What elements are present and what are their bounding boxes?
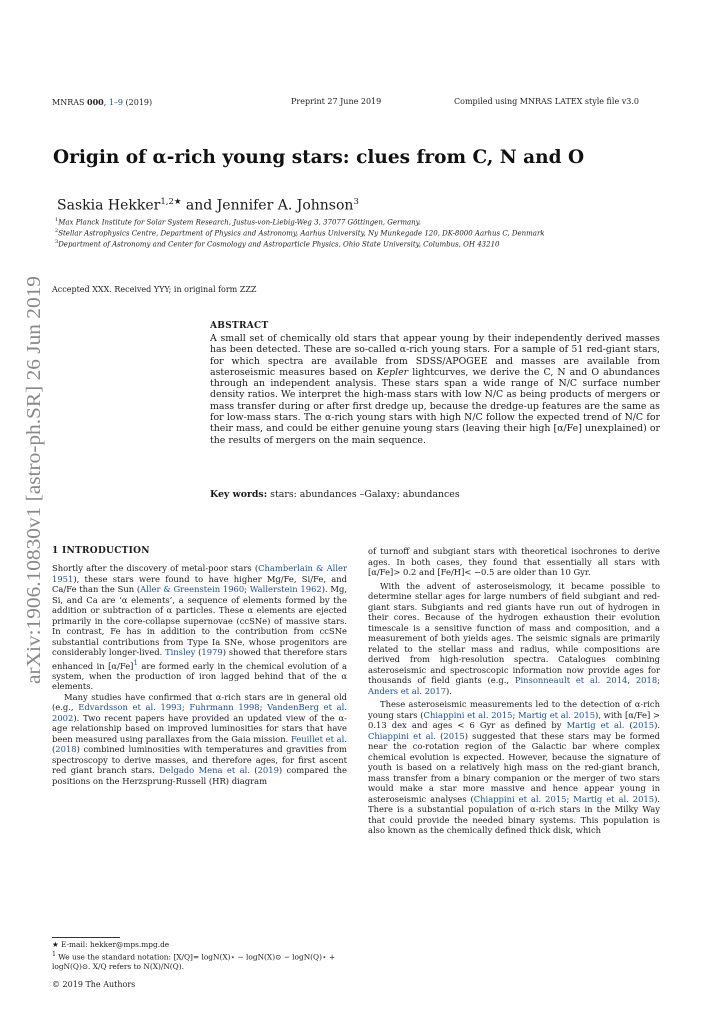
citation-link[interactable]: Martig et al. bbox=[566, 720, 625, 730]
footnote-rule bbox=[52, 937, 120, 938]
paragraph-5: These asteroseismic measurements led to the detection of α-rich young stars (Chiappini et al. 2015; Martig et al. 2015), with [α/Fe] > 0.13 dex and ages < 6 Gyr as defined by Martig et al. (2015). Chiappini et al. (2015) suggested that these stars may be formed near the co-rotation region of the Galactic bar where complex chemical evolution is expected. However, because the signature of youth is based on a relatively high mass on the red-giant branch, mass transfer from a binary companion or the merger of two stars would make a star more massive and hence appear young in asteroseismic analyses (Chiappini et al. 2015; Martig et al. 2015). There is a substantial population of α-rich stars in the Milky Way that could provide the needed binary systems. This population is also known as the chemically defined thick disk, which bbox=[368, 699, 661, 835]
paragraph-2: Many studies have confirmed that α-rich stars are in general old (e.g., Edvardsson et al. 1993; Fuhrmann 1998; VandenBerg et al. 2002). Two recent papers have provided an updated view of the α-age relationship based on improved luminosities for stars that have been measured using parallaxes from the Gaia mission. Feuillet et al. (2018) combined luminosities with temperatures and gravities from spectroscopy to derive masses, and therefore ages, for first ascent red giant branch stars. Delgado Mena et al. (2019) compared the positions on the Herzsprung-Russell (HR) diagram bbox=[52, 691, 348, 786]
right-column bbox=[368, 546, 660, 836]
section-heading-introduction: 1 INTRODUCTION bbox=[52, 546, 150, 556]
accepted-line: Accepted XXX. Received YYY; in original form ZZZ bbox=[52, 285, 257, 294]
citation-link[interactable]: Chiappini et al. bbox=[368, 730, 436, 741]
footnote-email: ★ E-mail: hekker@mps.mpg.de bbox=[52, 940, 170, 949]
citation-link[interactable]: Chamberlain & Aller 1951 bbox=[52, 563, 347, 584]
citation-link[interactable]: Feuillet et al. bbox=[290, 733, 348, 744]
arxiv-stamp[interactable] bbox=[0, 270, 60, 690]
compiled-note: Compiled using MNRAS LATEX style file v3.0 bbox=[454, 97, 639, 106]
citation-link[interactable]: Fuhrmann 1998 bbox=[189, 702, 260, 713]
paragraph-1: Shortly after the discovery of metal-poor stars (Chamberlain & Aller 1951), these stars were found to have higher Mg/Fe, Si/Fe, and Ca/Fe than the Sun (Aller & Greenstein 1960; Wallerstein 1962). Mg, Si, and Ca are ‘α elements’, a sequence of elements formed by the addition or subtraction of α particles. These α elements are ejected primarily in the core-collapse supernovae (ccSNe) of massive stars. In contrast, Fe has in addition to the contribution from ccSNe substantial contributions from Type Ia SNe, whose progenitors are considerably longer-lived. Tinsley (1979) showed that therefore stars enhanced in $[\alpha/Fe]^1$ are formed early in the chemical evolution of a system, when the production of iron lagged behind that of the α elements. bbox=[52, 563, 348, 692]
abstract-heading: ABSTRACT bbox=[210, 321, 269, 331]
citation-link[interactable]: Edvardsson et al. 1993 bbox=[78, 702, 182, 713]
citation-link[interactable]: 2019 bbox=[257, 765, 279, 776]
citation-link[interactable]: Wallerstein 1962 bbox=[249, 584, 322, 594]
paragraph-4: With the advent of asteroseismology, it became possible to determine stellar ages for large numbers of field subgiant and red-giant stars. Subgiants and red giants have run out of hydrogen in their cores. Because of the hydrogen exhaustion their evolution timescale is a sensitive function of mass and composition, and a measurement of both yields ages. The seismic signals are primarily related to the stellar mass and radius, while compositions are derived from high-resolution spectra. Catalogues combining asteroseismic and spectroscopic information now provide ages for thousands of field giants (e.g., Pinsonneault et al. 2014, 2018; Anders et al. 2017). bbox=[368, 580, 660, 696]
footnote-link[interactable]: 1 bbox=[133, 658, 138, 667]
author-list: Saskia Hekker$^{1,2★}$ and Jennifer A. Johnson$^3$ bbox=[57, 197, 359, 214]
citation-link[interactable]: 2015 bbox=[443, 730, 465, 741]
journal-reference: MNRAS 000, 1–9 (2019) bbox=[52, 97, 153, 107]
pages-link[interactable]: 1–9 bbox=[108, 98, 123, 107]
citation-link[interactable]: Martig et al. 2015 bbox=[573, 793, 655, 804]
author-hekker: Saskia Hekker bbox=[57, 197, 161, 214]
citation-link[interactable]: 2018 bbox=[635, 675, 658, 685]
paper-title: Origin of α-rich young stars: clues from C, N and O bbox=[53, 147, 585, 168]
citation-link[interactable]: Chiappini et al. 2015 bbox=[423, 709, 513, 720]
affiliation-3: $^3$Department of Astronomy and Center for Cosmology and Astroparticle Physics, Ohio State University, Columbus, OH 43210 bbox=[55, 239, 500, 249]
author-johnson: and Jennifer A. Johnson bbox=[181, 197, 354, 214]
citation-link[interactable]: Pinsonneault et al. 2014 bbox=[514, 675, 628, 685]
preprint-date: Preprint 27 June 2019 bbox=[291, 97, 382, 106]
citation-link[interactable]: Aller & Greenstein 1960 bbox=[140, 584, 245, 594]
affiliation-2: $^2$Stellar Astrophysics Centre, Department of Physics and Astronomy, Aarhus University, Ny Munkegade 120, DK-8000 Aarhus C, Denmark bbox=[55, 228, 545, 238]
citation-link[interactable]: 2015 bbox=[632, 720, 655, 730]
paragraph-3: of turnoff and subgiant stars with theoretical isochrones to derive ages. In both cases, they found that essentially all stars with [α/Fe]> 0.2 and [Fe/H]< −0.5 are older than 10 Gyr. bbox=[368, 546, 660, 577]
keywords: Key words: stars: abundances –Galaxy: abundances bbox=[210, 489, 460, 500]
citation-link[interactable]: Tinsley bbox=[165, 647, 196, 657]
citation-link[interactable]: 1979 bbox=[201, 647, 223, 657]
citation-link[interactable]: Anders et al. 2017 bbox=[368, 685, 447, 696]
affiliation-1: $^1$Max Planck Institute for Solar System Research, Justus-von-Liebig-Weg 3, 37077 Göttingen, Germany. bbox=[55, 217, 421, 227]
citation-link[interactable]: Chiappini et al. 2015 bbox=[473, 793, 567, 804]
citation-link[interactable]: Martig et al. 2015 bbox=[518, 709, 596, 720]
arxiv-stamp-graphic bbox=[0, 270, 60, 690]
copyright: © 2019 The Authors bbox=[52, 980, 136, 989]
abstract-body: A small set of chemically old stars that appear young by their independently derived masses has been detected. These are so-called α-rich young stars. For a sample of 51 red-giant stars, for which spectra are available from SDSS/APOGEE and masses are available from asteroseismic measures based on Kepler lightcurves, we derive the C, N and O abundances through an independent analysis. These stars span a wide range of N/C surface number density ratios. We interpret the high-mass stars with low N/C as being products of mergers or mass transfer during or after first dredge up, because the dredge-up features are the same as for low-mass stars. The α-rich young stars with high N/C follow the expected trend of N/C for their mass, and could be either genuine young stars (leaving their high [α/Fe] unexplained) or the results of mergers on the main sequence. bbox=[210, 333, 660, 446]
citation-link[interactable]: VandenBerg et al. 2002 bbox=[52, 702, 347, 723]
arxiv-stamp-text: arXiv:1906.10830v1 [astro-ph.SR] 26 Jun 2019 bbox=[24, 311, 45, 684]
footnote-1: $^1$ We use the standard notation: [X/Q]= logN(X)⋆ − logN(X)⊙ − logN(Q)⋆ + logN(Q)⊙. X/Q refers to N(X)/N(Q). bbox=[52, 951, 336, 971]
left-column bbox=[52, 563, 347, 786]
citation-link[interactable]: Delgado Mena et al. bbox=[159, 765, 250, 776]
citation-link[interactable]: 2018 bbox=[55, 744, 77, 755]
